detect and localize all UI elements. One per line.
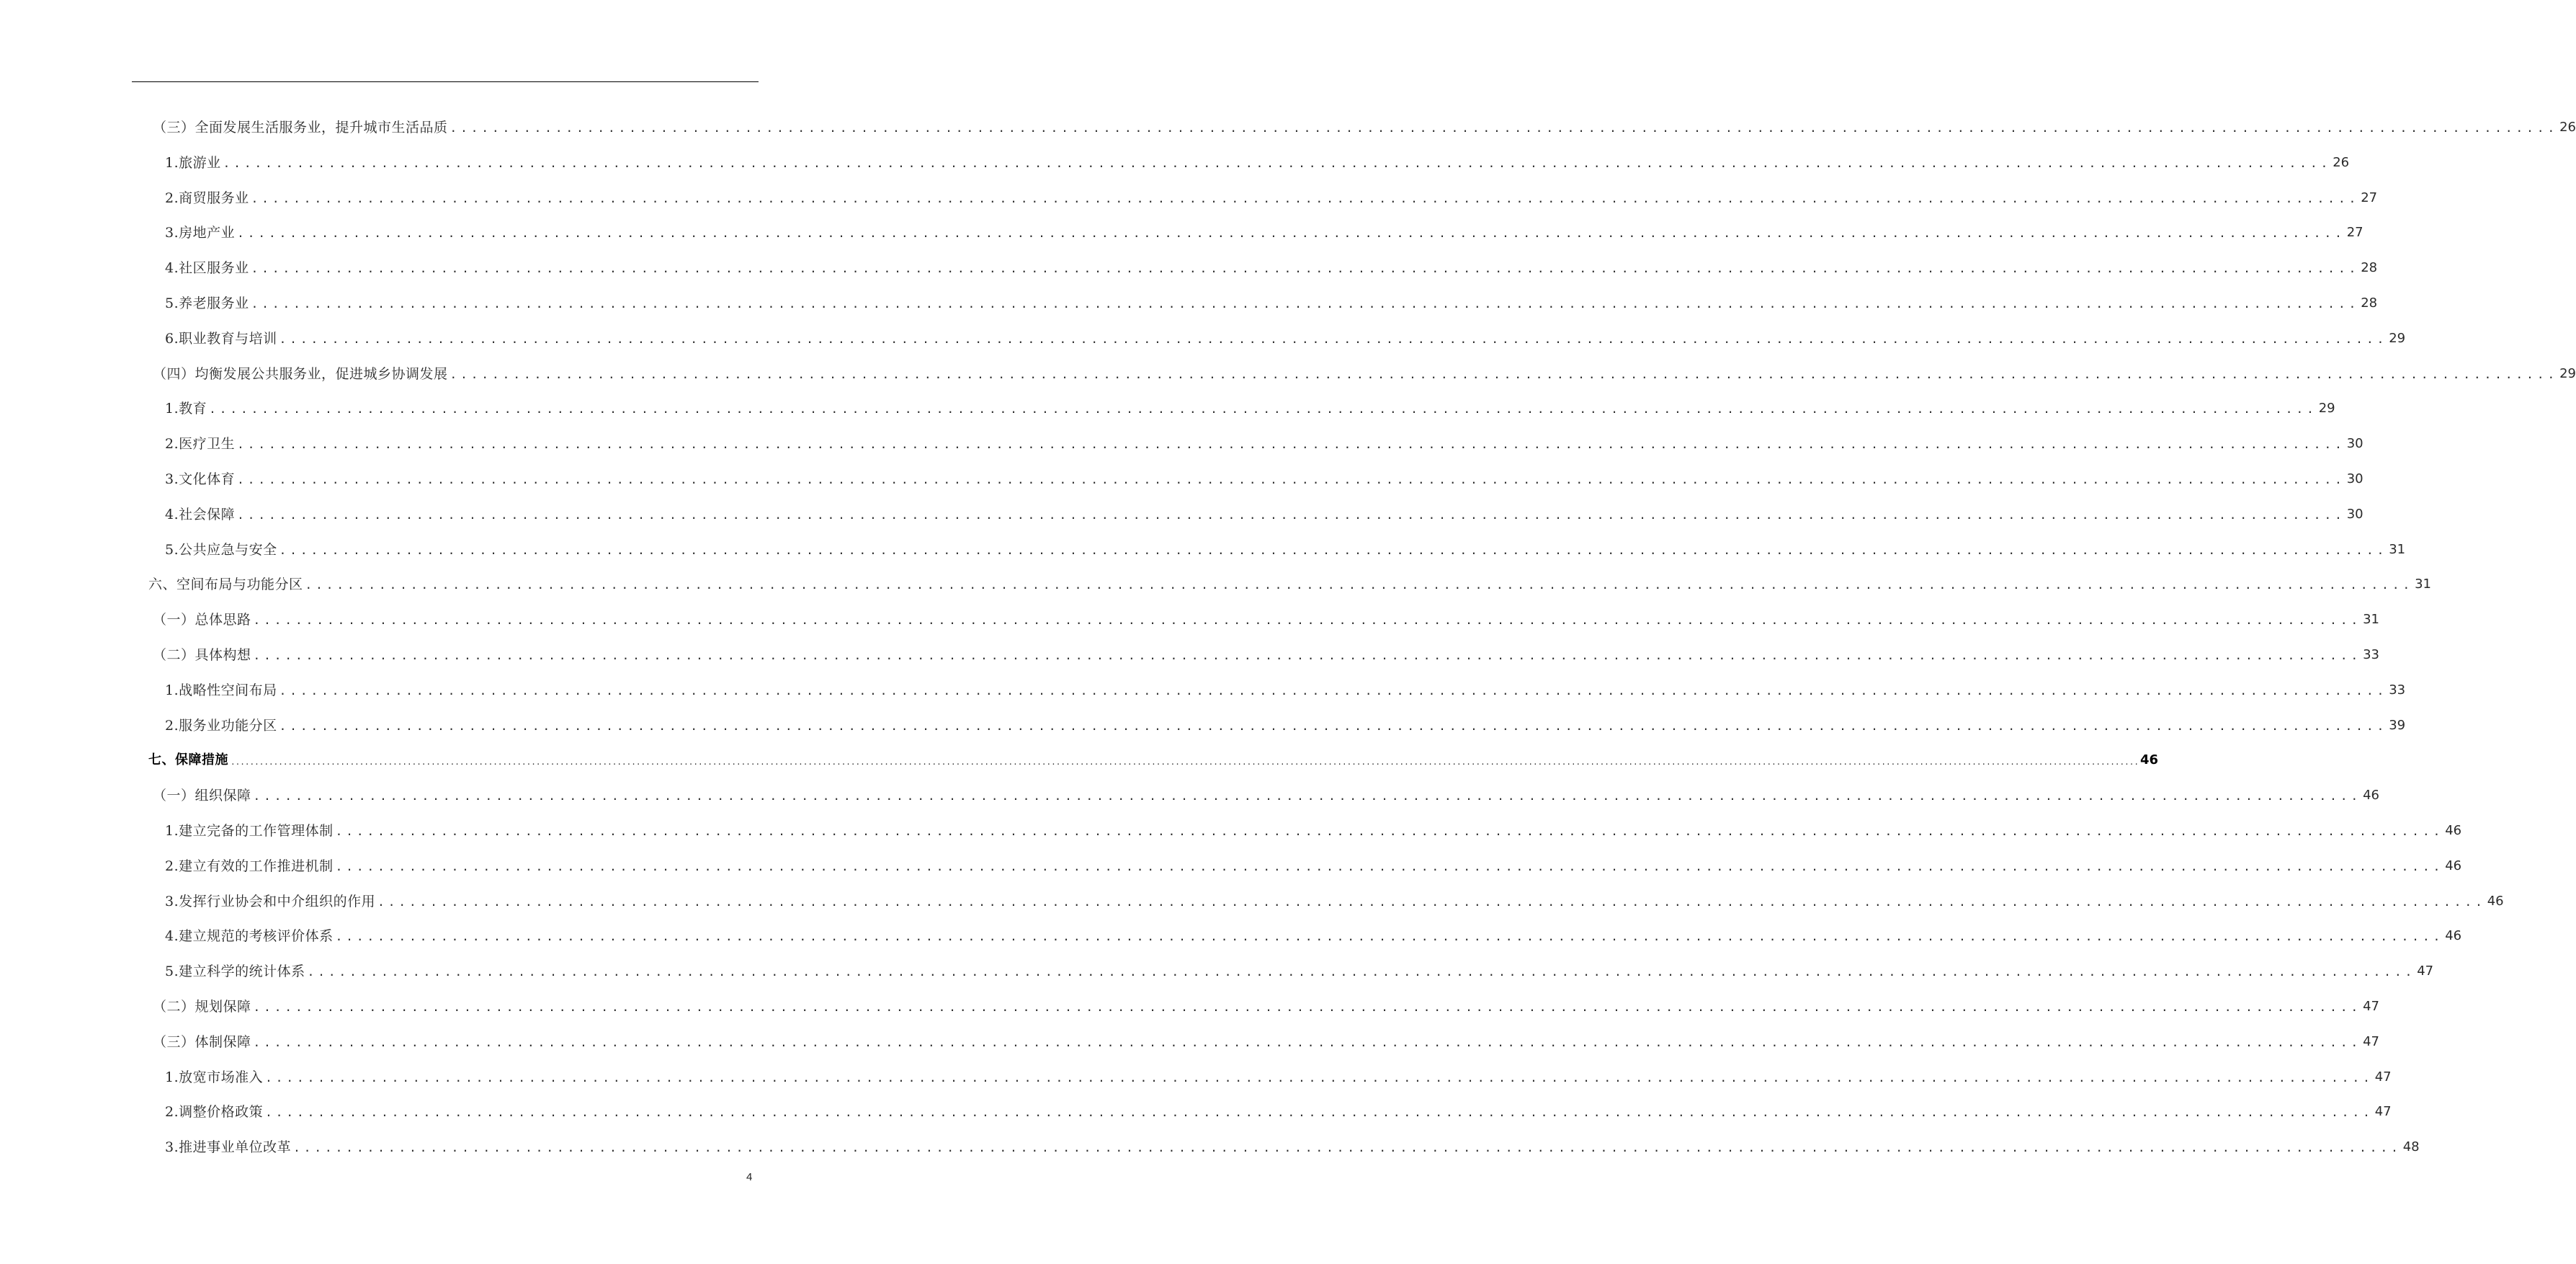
toc-entry-page: 30 (2346, 506, 2363, 522)
toc-dot-leader: ........................................................................................................................................................................................................ (335, 930, 2444, 944)
toc-entry-page: 28 (2361, 295, 2378, 311)
toc-entry-page: 30 (2346, 436, 2363, 452)
toc-entry-page: 46 (2363, 788, 2379, 804)
toc-entry-page: 33 (2389, 682, 2406, 698)
toc-dot-leader: ........................................................................................................................................................................................................ (251, 262, 2360, 276)
toc-entry[interactable] (148, 571, 2431, 594)
toc-entry-title: 4.社区服务业 (165, 260, 249, 277)
toc-dot-leader: ........................................................................................................................................................................................................ (223, 156, 2332, 170)
toc-entry-title: 1.战略性空间布局 (165, 682, 277, 698)
toc-entry[interactable] (165, 1134, 2420, 1157)
toc-entry-title: （一）组织保障 (153, 788, 251, 804)
toc-entry-title: 5.公共应急与安全 (165, 541, 277, 558)
toc-entry-page: 33 (2363, 647, 2379, 662)
toc-entry-page: 26 (2333, 154, 2350, 170)
toc-entry-title: （一）总体思路 (153, 612, 251, 628)
toc-entry[interactable] (165, 1064, 2392, 1087)
toc-entry-title: 1.旅游业 (165, 154, 221, 171)
toc-entry-page: 46 (2445, 928, 2462, 944)
toc-entry-page: 46 (2445, 823, 2462, 838)
toc-entry[interactable] (165, 219, 2363, 242)
toc-entry-page: 26 (2559, 120, 2576, 135)
toc-entry[interactable] (165, 184, 2378, 208)
toc-dot-leader: ........................................................................................................................................................................................................ (237, 473, 2345, 486)
toc-entry[interactable] (165, 466, 2363, 489)
toc-dot-leader: ........................................................................................................................................................................................................ (253, 613, 2362, 628)
toc-dot-leader: ........................................................................................................................................................................................................ (279, 331, 2388, 346)
toc-entry-title: 六、空间布局与功能分区 (148, 577, 303, 593)
toc-entry-page: 31 (2389, 541, 2406, 557)
toc-entry-page: 48 (2402, 1139, 2420, 1155)
toc-entry[interactable] (165, 958, 2434, 981)
toc-entry-title: 3.文化体育 (165, 471, 236, 487)
toc-entry[interactable] (165, 290, 2378, 313)
toc-entry-page: 31 (2363, 612, 2379, 628)
toc-entry-title: （四）均衡发展公共服务业，促进城乡协调发展 (153, 365, 448, 382)
toc-entry[interactable] (165, 1098, 2392, 1121)
toc-entry-page: 27 (2361, 190, 2378, 205)
toc-dot-leader: ........................................................................................................................................................................................................ (450, 121, 2559, 135)
toc-entry[interactable] (153, 360, 2576, 383)
toc-entry-page: 39 (2389, 717, 2406, 733)
toc-entry-page: 47 (2417, 963, 2434, 979)
toc-entry-page: 29 (2389, 330, 2406, 346)
toc-entry-title: 1.教育 (165, 401, 207, 417)
toc-entry-page: 46 (2445, 858, 2462, 873)
toc-dot-leader: ........................................................................................................................................................................................................ (450, 367, 2559, 381)
toc-entry[interactable] (165, 888, 2504, 911)
toc-entry-title: （二）规划保障 (153, 999, 251, 1015)
toc-dot-leader: ........................................................................................................................................................................................................ (251, 297, 2360, 311)
toc-entry-page: 29 (2559, 365, 2576, 381)
toc-dot-leader: ........................................................................................................................................................................................................ (307, 965, 2416, 979)
toc-dot-leader: ........................................................................................................................................................................................................ (293, 1141, 2402, 1155)
toc-entry-title: 1.放宽市场准入 (165, 1069, 264, 1085)
toc-dot-leader: ........................................................................................................................................................................................................ (265, 1070, 2374, 1085)
toc-entry[interactable] (165, 536, 2406, 559)
toc-entry-page: 47 (2374, 1104, 2392, 1120)
toc-dot-leader: ........................................................................................................................................................................................................ (251, 191, 2360, 205)
toc-dot-leader: ........................................................................................................................................................................................................ (335, 859, 2444, 873)
toc-entry[interactable] (153, 1028, 2379, 1051)
toc-entry[interactable] (165, 677, 2406, 700)
toc-entry[interactable] (165, 817, 2462, 840)
toc-entry-title: （三）全面发展生活服务业，提升城市生活品质 (153, 120, 448, 135)
toc-entry[interactable] (148, 747, 2159, 770)
toc-dot-leader: ........................................................................................................................................................................................................ (279, 683, 2388, 698)
toc-entry[interactable] (165, 853, 2462, 876)
toc-entry-title: 2.医疗卫生 (165, 436, 236, 453)
toc-entry-page: 47 (2363, 1033, 2379, 1049)
toc-entry-title: 4.建立规范的考核评价体系 (165, 928, 334, 945)
toc-entry-page: 28 (2361, 260, 2378, 276)
toc-entry-title: 2.商贸服务业 (165, 190, 249, 206)
toc-entry-title: 3.房地产业 (165, 225, 236, 241)
toc-entry-page: 31 (2415, 577, 2431, 592)
toc-dot-leader: ........................................................................................................................................................................................................ (237, 226, 2345, 241)
toc-entry[interactable] (165, 430, 2363, 453)
toc-entry-title: 2.调整价格政策 (165, 1104, 264, 1121)
toc-dot-leader: ........................................................................................................................................................................................................ (377, 894, 2486, 909)
toc-entry[interactable] (165, 254, 2378, 277)
toc-entry-title: （三）体制保障 (153, 1033, 251, 1050)
toc-dot-leader: ........................................................................................................................................................................................................ (209, 402, 2317, 417)
toc-entry-page: 27 (2346, 225, 2363, 241)
toc-entry-title: 1.建立完备的工作管理体制 (165, 823, 334, 839)
toc-entry-title: 5.养老服务业 (165, 295, 249, 311)
toc-dot-leader: ........................................................................................................................................................................................................ (253, 1000, 2362, 1014)
toc-dot-leader: ........................................................................................................................................................................................................ (279, 543, 2388, 557)
toc-entry-page: 29 (2318, 401, 2335, 417)
toc-entry-title: 2.服务业功能分区 (165, 717, 277, 734)
toc-dot-leader: ........................................................................................................................................................................................................ (335, 824, 2444, 838)
toc-entry[interactable] (153, 606, 2379, 629)
toc-entry-page: 47 (2363, 999, 2379, 1014)
toc-dot-leader: ........................................................................................................................................................................................................ (253, 1035, 2362, 1049)
toc-entry[interactable] (153, 641, 2379, 664)
toc-dot-leader: ........................................................................................................................................................................................................ (279, 718, 2388, 733)
toc-entry[interactable] (165, 395, 2335, 418)
toc-dot-leader: ........................................................................................................................................................................................................ (265, 1105, 2374, 1120)
toc-entry[interactable] (153, 782, 2379, 805)
toc-entry[interactable] (165, 712, 2406, 735)
toc-entry-title: 5.建立科学的统计体系 (165, 963, 305, 980)
toc-entry[interactable] (153, 114, 2576, 137)
toc-dot-leader: ........................................................................................................................................................................................................ (253, 789, 2362, 804)
toc-entry-page: 46 (2487, 893, 2504, 909)
toc-entry-title: 3.推进事业单位改革 (165, 1139, 292, 1156)
toc-entry-page: 30 (2346, 471, 2363, 486)
toc-entry-title: 3.发挥行业协会和中介组织的作用 (165, 893, 376, 909)
toc-entry-title: 4.社会保障 (165, 506, 236, 522)
toc-dot-leader: ........................................................................................................................................................................................................ (237, 437, 2345, 452)
toc-dot-leader: ........................................................................................................................................................................................................ (253, 649, 2362, 662)
toc-entry[interactable] (165, 325, 2406, 348)
toc-entry[interactable] (165, 501, 2363, 524)
toc-entry-page: 46 (2140, 752, 2159, 768)
toc-dot-leader: ........................................................................................................................................................................................................ (237, 507, 2345, 522)
toc-entry-title: （二）具体构想 (153, 647, 251, 663)
page-number: 4 (746, 1171, 753, 1183)
toc-dot-leader: ........................................................................................................................................................................................................ (305, 578, 2414, 592)
toc-entry[interactable] (165, 922, 2462, 945)
toc-entry-title: 2.建立有效的工作推进机制 (165, 858, 334, 874)
toc-entry-title: 七、保障措施 (148, 752, 228, 768)
toc-entry[interactable] (153, 993, 2379, 1016)
toc-entry[interactable] (165, 149, 2350, 172)
toc-entry-title: 6.职业教育与培训 (165, 330, 277, 347)
toc-entry-page: 47 (2374, 1069, 2392, 1085)
toc-dot-leader: ................................................................................................................................................................................................................................................................................................................................................................................................................ (231, 757, 2139, 767)
